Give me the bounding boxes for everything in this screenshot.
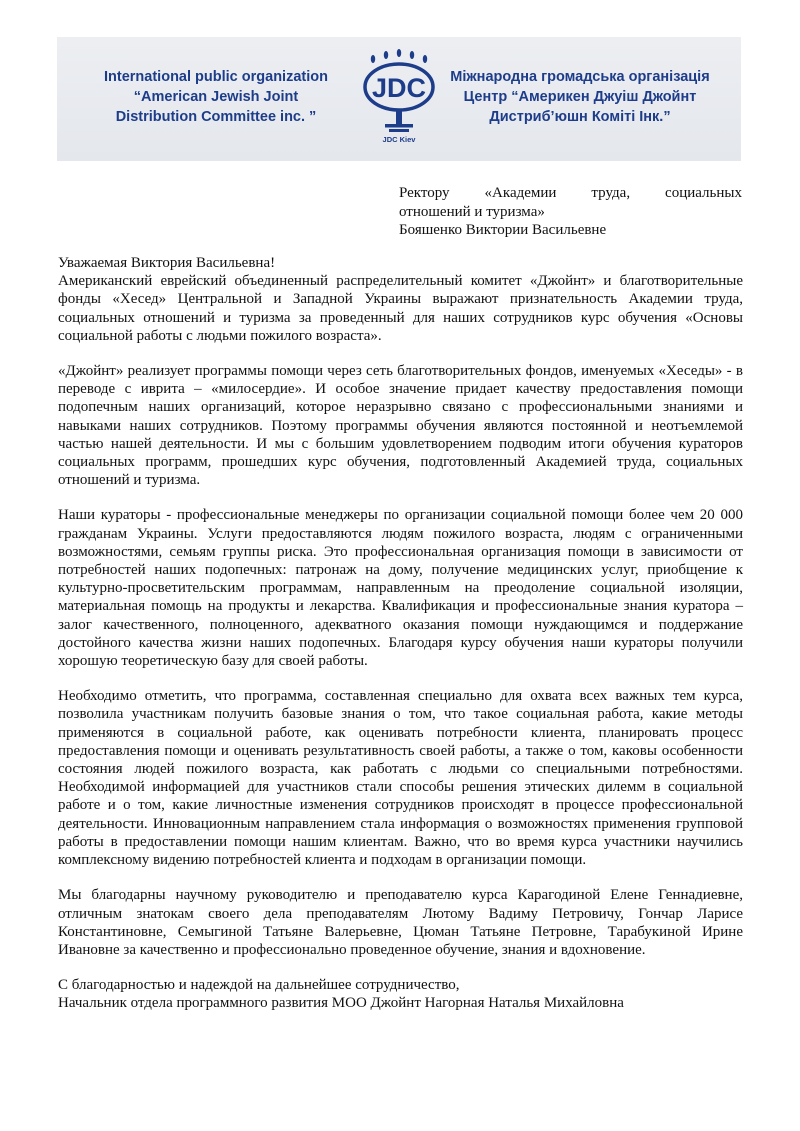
addressee-line-3: Бояшенко Виктории Васильевне: [399, 222, 607, 238]
logo-caption: JDC Kiev: [382, 135, 416, 144]
paragraph-2: «Джойнт» реализует программы помощи через сеть благотворительных фондов, именуемых «Хеседы» - в переводе с иврита – «милосердие». И особое значение придает качеству предоставления помощи подопечным наших организаций, которое неразрывно связано с профессиональными знаниями и навыками наших сотрудников. Поэтому программы обучения являются постоянной и неотъемлемой частью нашей деятельности. И мы с большим удовлетворением подводим итоги обучения кураторов социальных программ, прошедших курс обучения, подготовленный Академией труда, социальных отношений и туризма.: [58, 363, 743, 489]
org-ua-line-3: Дистриб’юшн Комiтi Інк.”: [489, 109, 671, 125]
addressee-line-1: Ректору «Академии труда, социальных: [399, 185, 742, 201]
paragraph-3: Наши кураторы - профессиональные менеджеры по организации социальной помощи более чем 20 000 гражданам Украины. Услуги предоставляются людям пожилого возраста, людям с ограниченными возможностями, семьям группы риска. Это профессиональная организация помощи в зависимости от потребностей наших подопечных: патронаж на дому, получение медицинских услуг, приобщение к культурно-просветительским программам, направленным на преодоление социальной изоляции, материальная помощь на продукты и лекарства. Квалификация и профессиональные знания куратора – залог качественного, полноценного, адекватного оказания помощи нуждающимся и поддержание достойного качества жизни наших подопечных. Благодаря курсу обучения наши кураторы получили хорошую теоретическую базу для своей работы.: [58, 507, 743, 670]
addressee-block: [399, 184, 742, 240]
greeting: Уважаемая Виктория Васильевна!: [58, 255, 276, 271]
organization-name-ukrainian: [449, 67, 711, 127]
letter-body: [58, 254, 743, 1013]
org-ua-line-2: Центр “Америкен Джуіш Джойнт: [463, 89, 697, 105]
paragraph-5: Мы благодарны научному руководителю и преподавателю курса Карагодиной Елене Геннадиевне, отличным знатокам своего дела преподавателям Лютому Вадиму Петровичу, Гончар Ларисе Константиновне, Семыгиной Татьяне Валерьевне, Цюман Татьяне Петровне, Тарабукиной Ирине Ивановне за качественно и профессионально проведенное обучение, знания и вдохновение.: [58, 887, 743, 958]
org-ua-line-1: Міжнародна громадська організація: [450, 69, 710, 85]
org-en-line-1: International public organization: [104, 69, 328, 85]
addressee-line-2: отношений и туризма»: [399, 203, 545, 220]
org-en-line-2: “American Jewish Joint: [133, 89, 299, 105]
closing-line-1: С благодарностью и надеждой на дальнейшее сотрудничество,: [58, 977, 460, 994]
signature-line: Начальник отдела программного развития МОО Джойнт Нагорная Наталья Михайловна: [58, 995, 624, 1012]
svg-text:JDC: JDC: [371, 73, 427, 103]
paragraph-4: Необходимо отметить, что программа, составленная специально для охвата всех важных тем курса, позволила участникам получить базовые знания о том, что такое социальная работа, какие методы применяются в социальной работе, как оценивать потребности клиента, планировать процесс предоставления помощи и оценивать результативность своей работы, а также о том, каковы особенности состояния людей пожилого возраста, как работать с людьми со специальными потребностями. Необходимой информацией для участников стали способы решения этических дилемм в социальной работе и о том, какие личностные изменения сотрудников происходят в процессе профессиональной деятельности. Инновационным направлением стала информация о возможностях применения групповой работы в предоставлении помощи нашим клиентам. Важно, что во время курса участники научились комплексному видению потребностей клиента и подходам в организации помощи.: [58, 688, 743, 869]
jdc-logo: [353, 49, 445, 157]
org-en-line-3: Distribution Committee inc. ”: [115, 109, 317, 125]
paragraph-1: Американский еврейский объединенный распределительный комитет «Джойнт» и благотворительные фонды «Хесед» Центральной и Западной Украины выражают признательность Академии труда, социальных отношений и туризма за проведенный для наших сотрудников курс обучения «Основы социальной работы с людьми пожилого возраста».: [58, 273, 743, 344]
organization-name-english: [85, 67, 347, 127]
letterhead-banner: [57, 37, 741, 161]
